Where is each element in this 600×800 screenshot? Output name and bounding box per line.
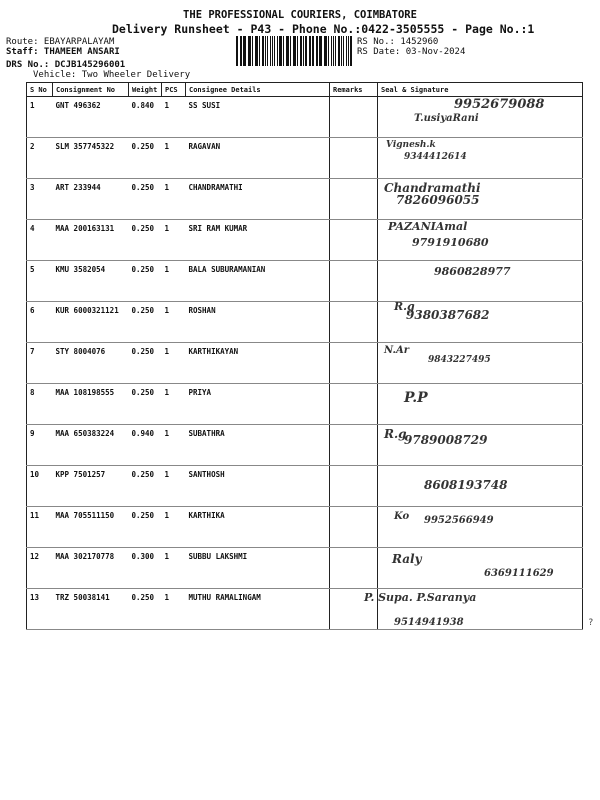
- consignment-number: MAA 302170778: [53, 548, 129, 589]
- consignee-name: SANTHOSH: [186, 466, 330, 507]
- consignee-name: BALA SUBURAMANIAN: [186, 261, 330, 302]
- signature-cell: [364, 589, 583, 630]
- table-body: [27, 97, 583, 630]
- consignment-number: GNT 496362: [53, 97, 129, 138]
- barcode-bar: [312, 36, 314, 66]
- remarks: [330, 384, 378, 425]
- sno: 8: [27, 384, 53, 425]
- barcode-bar: [283, 36, 284, 66]
- pieces: 1: [162, 507, 186, 548]
- delivery-table: [26, 82, 583, 630]
- table-row: [27, 466, 583, 507]
- barcode-bar: [343, 36, 344, 66]
- route-label: Route: EBAYARPALAYAM: [6, 37, 115, 47]
- pieces: 1: [162, 97, 186, 138]
- table-row: [27, 507, 583, 548]
- consignment-number: TRZ 50038141: [53, 589, 129, 630]
- consignment-number: MAA 200163131: [53, 220, 129, 261]
- table-row: [27, 589, 583, 630]
- barcode-bar: [300, 36, 302, 66]
- staff-label: Staff: THAMEEM ANSARI: [6, 47, 120, 57]
- consignment-number: SLM 357745322: [53, 138, 129, 179]
- runsheet-title: Delivery Runsheet - P43 - Phone No.:0422-3505555 - Page No.:1: [112, 22, 535, 36]
- remarks: [330, 343, 378, 384]
- handwritten-signature: 9843227495: [428, 355, 491, 365]
- barcode-bar: [297, 36, 298, 66]
- barcode-bar: [265, 36, 266, 66]
- consignment-number: KUR 6000321121: [53, 302, 129, 343]
- barcode-bar: [317, 36, 318, 66]
- signature-cell: [378, 261, 583, 302]
- pieces: 1: [162, 343, 186, 384]
- sno: 4: [27, 220, 53, 261]
- consignment-number: ART 233944: [53, 179, 129, 220]
- remarks: [330, 220, 378, 261]
- handwritten-signature: T.usiyaRani: [414, 113, 479, 124]
- consignment-number: KMU 3582054: [53, 261, 129, 302]
- barcode-bar: [331, 36, 332, 66]
- handwritten-signature: 9380387682: [406, 308, 490, 322]
- consignee-name: KARTHIKAYAN: [186, 343, 330, 384]
- barcode-bar: [338, 36, 340, 66]
- signature-cell: [378, 97, 583, 138]
- table-row: [27, 343, 583, 384]
- signature-cell: [378, 384, 583, 425]
- barcode-bar: [256, 36, 258, 66]
- rs-date: RS Date: 03-Nov-2024: [357, 47, 466, 57]
- drs-number: DRS No.: DCJB145296001: [6, 60, 126, 70]
- barcode-bar: [316, 36, 317, 66]
- pieces: 1: [162, 138, 186, 179]
- handwritten-signature: N.Ar: [384, 345, 410, 356]
- barcode-bar: [348, 36, 349, 66]
- barcode-bar: [303, 36, 304, 66]
- column-header: Remarks: [330, 83, 378, 97]
- barcode: [236, 36, 354, 66]
- column-header: Consignment No: [53, 83, 129, 97]
- barcode-bar: [248, 36, 249, 66]
- column-header: Consignee Details: [186, 83, 330, 97]
- weight: 0.250: [129, 343, 162, 384]
- consignment-number: MAA 108198555: [53, 384, 129, 425]
- consignee-name: MUTHU RAMALINGAM: [186, 589, 330, 630]
- company-name: THE PROFESSIONAL COURIERS, COIMBATORE: [183, 9, 417, 21]
- remarks: [330, 425, 378, 466]
- barcode-bar: [293, 36, 294, 66]
- consignee-name: ROSHAN: [186, 302, 330, 343]
- consignee-name: SS SUSI: [186, 97, 330, 138]
- table-row: [27, 179, 583, 220]
- barcode-bar: [267, 36, 268, 66]
- barcode-bar: [252, 36, 253, 66]
- signature-cell: [378, 220, 583, 261]
- remarks: [330, 548, 378, 589]
- barcode-bar: [240, 36, 241, 66]
- table-row: [27, 302, 583, 343]
- handwritten-signature: 9952566949: [424, 515, 494, 526]
- sno: 1: [27, 97, 53, 138]
- consignee-name: SUBBU LAKSHMI: [186, 548, 330, 589]
- handwritten-signature: P.P: [404, 390, 428, 406]
- pieces: 1: [162, 302, 186, 343]
- barcode-bar: [333, 36, 335, 66]
- pieces: 1: [162, 179, 186, 220]
- remarks: [330, 138, 378, 179]
- weight: 0.840: [129, 97, 162, 138]
- sno: 2: [27, 138, 53, 179]
- pieces: 1: [162, 589, 186, 630]
- handwritten-signature: P. Supa. P.Saranya: [364, 591, 477, 604]
- signature-cell: [378, 466, 583, 507]
- barcode-bar: [286, 36, 287, 66]
- barcode-bar: [249, 36, 251, 66]
- barcode-bar: [241, 36, 242, 66]
- pieces: 1: [162, 261, 186, 302]
- weight: 0.250: [129, 507, 162, 548]
- signature-cell: [378, 425, 583, 466]
- pieces: 1: [162, 425, 186, 466]
- rs-number: RS No.: 1452960: [357, 37, 439, 47]
- stray-mark: ?: [588, 618, 594, 628]
- barcode-bar: [294, 36, 296, 66]
- consignee-name: SRI RAM KUMAR: [186, 220, 330, 261]
- barcode-bar: [259, 36, 260, 66]
- remarks: [330, 261, 378, 302]
- weight: 0.250: [129, 261, 162, 302]
- handwritten-signature: Vignesh.k: [386, 140, 436, 150]
- weight: 0.250: [129, 589, 162, 630]
- handwritten-signature: 9789008729: [404, 433, 488, 447]
- barcode-bar: [325, 36, 327, 66]
- table-row: [27, 548, 583, 589]
- handwritten-signature: Ko: [394, 511, 410, 522]
- barcode-bar: [274, 36, 275, 66]
- sno: 3: [27, 179, 53, 220]
- table-row: [27, 261, 583, 302]
- weight: 0.250: [129, 179, 162, 220]
- table-row: [27, 220, 583, 261]
- sno: 10: [27, 466, 53, 507]
- table-row: [27, 384, 583, 425]
- signature-cell: [378, 343, 583, 384]
- handwritten-signature: 9514941938: [394, 617, 464, 628]
- table-header-row: [27, 83, 583, 97]
- barcode-bar: [305, 36, 307, 66]
- handwritten-signature: 7826096055: [396, 193, 480, 207]
- weight: 0.250: [129, 138, 162, 179]
- handwritten-signature: R.g: [394, 300, 415, 313]
- barcode-bar: [255, 36, 256, 66]
- weight: 0.250: [129, 466, 162, 507]
- handwritten-signature: 9952679088: [454, 97, 545, 112]
- handwritten-signature: 9791910680: [412, 236, 489, 249]
- sno: 5: [27, 261, 53, 302]
- barcode-bar: [236, 36, 238, 66]
- signature-cell: [378, 548, 583, 589]
- weight: 0.250: [129, 220, 162, 261]
- signature-cell: [378, 507, 583, 548]
- barcode-bar: [272, 36, 273, 66]
- consignment-number: STY 8004076: [53, 343, 129, 384]
- consignment-number: MAA 705511150: [53, 507, 129, 548]
- barcode-bar: [350, 36, 352, 66]
- remarks: [330, 466, 378, 507]
- sno: 9: [27, 425, 53, 466]
- signature-cell: [378, 138, 583, 179]
- barcode-bar: [287, 36, 289, 66]
- barcode-bar: [243, 36, 245, 66]
- weight: 0.940: [129, 425, 162, 466]
- consignee-name: KARTHIKA: [186, 507, 330, 548]
- barcode-bar: [277, 36, 279, 66]
- consignee-name: SUBATHRA: [186, 425, 330, 466]
- handwritten-signature: 9860828977: [434, 265, 511, 278]
- handwritten-signature: 8608193748: [424, 478, 508, 492]
- remarks: [330, 179, 378, 220]
- table-row: [27, 425, 583, 466]
- signature-cell: [378, 179, 583, 220]
- remarks: [330, 507, 378, 548]
- column-header: Seal & Signature: [378, 83, 583, 97]
- column-header: Weight: [129, 83, 162, 97]
- weight: 0.250: [129, 302, 162, 343]
- barcode-bar: [262, 36, 264, 66]
- barcode-bar: [310, 36, 311, 66]
- sno: 7: [27, 343, 53, 384]
- remarks: [330, 97, 378, 138]
- weight: 0.250: [129, 384, 162, 425]
- handwritten-signature: 6369111629: [484, 568, 554, 579]
- barcode-bar: [341, 36, 342, 66]
- barcode-bar: [279, 36, 281, 66]
- barcode-bar: [319, 36, 321, 66]
- pieces: 1: [162, 220, 186, 261]
- consignee-name: PRIYA: [186, 384, 330, 425]
- column-header: S No: [27, 83, 53, 97]
- barcode-bar: [270, 36, 272, 66]
- pieces: 1: [162, 548, 186, 589]
- handwritten-signature: Chandramathi: [384, 181, 481, 195]
- sno: 11: [27, 507, 53, 548]
- consignment-number: MAA 650383224: [53, 425, 129, 466]
- barcode-bar: [346, 36, 348, 66]
- pieces: 1: [162, 466, 186, 507]
- remarks: [330, 302, 378, 343]
- consignee-name: RAGAVAN: [186, 138, 330, 179]
- weight: 0.300: [129, 548, 162, 589]
- pieces: 1: [162, 384, 186, 425]
- signature-cell: [378, 302, 583, 343]
- barcode-bar: [290, 36, 291, 66]
- table-row: [27, 97, 583, 138]
- barcode-bar: [335, 36, 336, 66]
- barcode-bar: [309, 36, 310, 66]
- vehicle-label: Vehicle: Two Wheeler Delivery: [33, 70, 191, 80]
- handwritten-signature: PAZANIAmal: [388, 220, 468, 233]
- consignment-number: KPP 7501257: [53, 466, 129, 507]
- barcode-bar: [328, 36, 329, 66]
- handwritten-signature: Raly: [392, 552, 422, 566]
- sno: 13: [27, 589, 53, 630]
- handwritten-signature: R.g: [384, 427, 407, 441]
- barcode-bar: [324, 36, 325, 66]
- sno: 6: [27, 302, 53, 343]
- handwritten-signature: 9344412614: [404, 152, 467, 162]
- consignee-name: CHANDRAMATHI: [186, 179, 330, 220]
- sno: 12: [27, 548, 53, 589]
- table-row: [27, 138, 583, 179]
- column-header: PCS: [162, 83, 186, 97]
